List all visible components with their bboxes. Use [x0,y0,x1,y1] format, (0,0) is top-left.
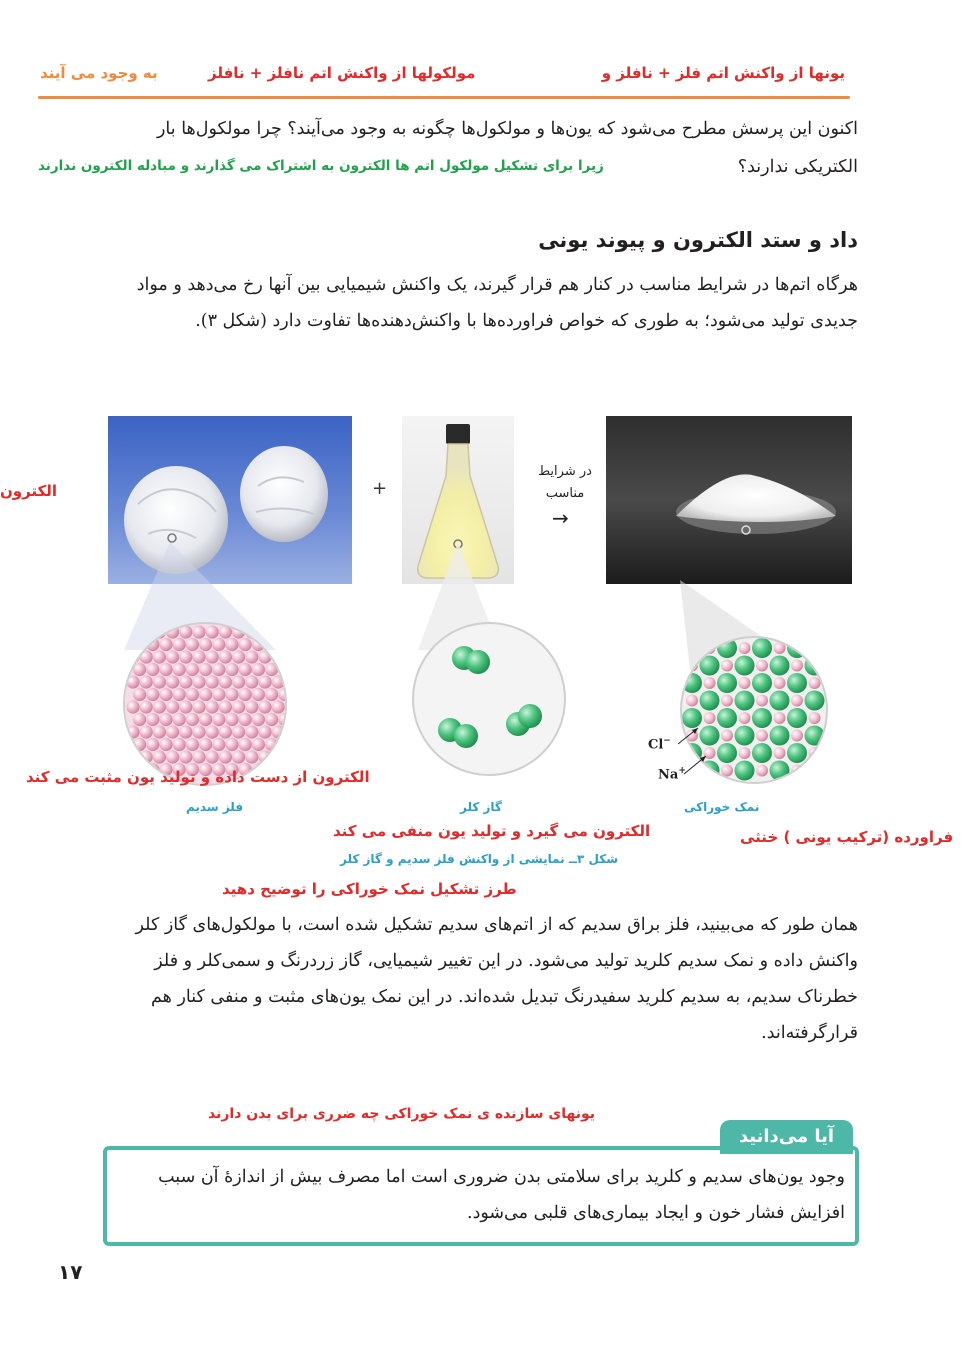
sodium-ion [721,765,733,777]
sodium-atom [186,688,199,701]
intro-line-2: الکتریکی ندارند؟ [737,157,858,177]
ion-pointer-lines [670,722,720,782]
sodium-atom [173,638,186,651]
sodium-ion [756,660,768,672]
paragraph2-line-1: همان طور که می‌بینید، فلز براق سدیم که از اتم‌های سدیم تشکیل شده است، با مولکول‌های گاز کلر [135,915,858,935]
sodium-atom [140,650,153,663]
sodium-ion [704,677,716,689]
electron-note-left: الکترون [0,482,58,500]
chloride-ion [752,673,772,693]
sodium-atom [179,625,192,638]
sodium-electron-note: الکترون از دست داده و تولید یون مثبت می کند [26,768,370,786]
sodium-atom [245,650,258,663]
sodium-atom [140,750,153,763]
sodium-ion [791,730,803,742]
sodium-atom [153,700,166,713]
top-note-formed: به وجود می آیند [40,64,158,82]
header-rule [38,96,850,99]
sodium-ion [774,747,786,759]
sodium-atom [212,713,225,726]
sodium-atom [245,725,258,738]
sodium-atom [186,663,199,676]
sodium-atom [166,675,179,688]
sodium-atom [159,688,172,701]
sodium-ion [774,642,786,654]
sodium-atom [245,675,258,688]
sodium-atom [232,725,245,738]
sodium-atom [206,700,219,713]
sodium-atom [126,675,139,688]
chloride-ion [717,708,737,728]
condition-line-1: در شرایط [538,464,592,479]
sodium-atom [239,713,252,726]
cl2-molecule [452,646,490,674]
sodium-atom [265,663,278,676]
sodium-atom [206,625,219,638]
sodium-atom [252,663,265,676]
sodium-atom [133,688,146,701]
chloride-ion [735,691,755,711]
cl2-molecule [438,718,478,748]
ion-na-charge: + [678,766,686,776]
sodium-atom [239,638,252,651]
sodium-atom [212,663,225,676]
sodium-atom [153,750,166,763]
section-heading: داد و ستد الکترون و پیوند یونی [538,228,858,252]
chloride-ion [805,691,825,711]
reaction-arrow: → [552,506,569,530]
page-number: ۱۷ [58,1260,83,1284]
chloride-ion [805,761,825,781]
sodium-ion [721,660,733,672]
sodium-atom [239,663,252,676]
sodium-atom [173,663,186,676]
ion-cl-charge: − [663,736,671,746]
intro-line-1: اکنون این پرسش مطرح می‌شود که یون‌ها و مولکول‌ها چگونه به وجود می‌آیند؟ چرا مولکول‌ها بار [156,119,858,139]
sodium-ion [739,677,751,689]
sodium-atom [179,650,192,663]
sodium-atom [166,725,179,738]
sodium-atom [166,650,179,663]
sodium-atom [146,738,159,751]
sodium-atom [153,725,166,738]
sodium-atom [219,650,232,663]
paragraph2-line-4: قرارگرفته‌اند. [761,1023,858,1043]
sodium-ion [721,730,733,742]
sodium-atom [126,700,139,713]
sodium-atom [272,700,285,713]
sodium-atom [159,638,172,651]
sodium-atom [199,663,212,676]
sodium-atom [245,700,258,713]
chloride-ion [752,638,772,658]
chloride-ion [770,691,790,711]
sodium-ion [791,660,803,672]
sodium-ion [739,712,751,724]
sodium-atom [265,738,278,751]
chloride-ion [735,761,755,781]
top-note-ions: یونها از واکنش اتم فلز + نافلز و [601,64,845,82]
chloride-ion [717,743,737,763]
sodium-atom [179,675,192,688]
sodium-atom [265,688,278,701]
ion-label-cl [648,736,671,752]
label-chlorine-gas: گاز کلر [460,800,502,814]
sodium-ion [774,677,786,689]
chloride-ion [770,726,790,746]
sodium-atom [199,738,212,751]
sodium-atom [186,713,199,726]
sodium-atom [206,650,219,663]
sodium-atom [278,738,285,751]
sodium-atom [192,650,205,663]
sodium-atom [159,738,172,751]
sodium-atom [133,663,146,676]
sodium-atom [212,638,225,651]
sodium-atom [272,750,285,763]
chloride-ion [787,708,807,728]
section-para-line-2: جدیدی تولید می‌شود؛ به طوری که خواص فراورده‌ها با واکنش‌دهنده‌ها تفاوت دارد (شکل ۳). [195,311,858,331]
sodium-atom [225,713,238,726]
sodium-atom [212,688,225,701]
sodium-ion [756,765,768,777]
sodium-ion [809,747,821,759]
sodium-atom [232,700,245,713]
sodium-atom [225,688,238,701]
sodium-atom [186,738,199,751]
sodium-atom [219,675,232,688]
sodium-atom [159,663,172,676]
sodium-atom [272,675,285,688]
chloride-ion [805,726,825,746]
sodium-atom [186,638,199,651]
sodium-atom [173,738,186,751]
sodium-atom [265,713,278,726]
box-question-note: یونهای سازنده ی نمک خوراکی چه ضرری برای بدن دارند [208,1106,596,1122]
sodium-atom [159,713,172,726]
sodium-ion [791,695,803,707]
did-you-know-tab: آیا می‌دانید [720,1120,853,1154]
sodium-atom [173,713,186,726]
sodium-atom [173,688,186,701]
sodium-ion [809,677,821,689]
sodium-ion [721,695,733,707]
sodium-atom [258,675,271,688]
paragraph2-line-2: واکنش داده و نمک سدیم کلرید تولید می‌شود. در این تغییر شیمیایی، گاز زردرنگ و سمی‌کلر و فلز [154,951,858,971]
sodium-lattice-zoom [123,622,287,786]
sodium-atom [126,750,139,763]
chlorine-electron-note: الکترون می گیرد و تولید یون منفی می کند [333,822,651,840]
sodium-atom [146,713,159,726]
sodium-atom [192,675,205,688]
sodium-ion [791,765,803,777]
sodium-atom [192,725,205,738]
sodium-atom [225,638,238,651]
sodium-atom [219,625,232,638]
paragraph2-line-3: خطرناک سدیم، به سدیم کلرید سفیدرنگ تبدیل شده‌اند. در این نمک یون‌های مثبت و منفی کنار هم [151,987,858,1007]
sodium-atom [219,725,232,738]
sodium-atom [206,750,219,763]
did-you-know-line-2: افزایش فشار خون و ایجاد بیماری‌های قلبی می‌شود. [467,1203,845,1223]
chloride-ion [752,743,772,763]
chloride-ion [735,656,755,676]
sodium-atom [232,750,245,763]
sodium-atom [272,725,285,738]
sodium-atom [258,750,271,763]
sodium-atom [239,738,252,751]
sodium-atom [126,725,139,738]
sodium-atom [245,750,258,763]
sodium-ion [774,712,786,724]
sodium-atom [206,675,219,688]
sodium-atom [153,675,166,688]
did-you-know-line-1: وجود یون‌های سدیم و کلرید برای سلامتی بدن ضروری است اما مصرف بیش از اندازۀ آن سبب [158,1167,845,1187]
sodium-atom [140,700,153,713]
sodium-atom [225,738,238,751]
sodium-atom [179,750,192,763]
sodium-atom [206,725,219,738]
chloride-ion [700,656,720,676]
ion-cl-symbol: Cl [648,737,664,753]
sodium-atom [199,713,212,726]
chloride-ion [717,673,737,693]
intro-answer: زیرا برای تشکیل مولکول اتم ها الکترون به اشتراک می گذارند و مبادله الکترون ندارند [38,158,604,174]
chloride-ion [752,708,772,728]
label-sodium-metal: فلز سدیم [186,800,244,814]
product-neutral-note: فراورده (ترکیب یونی ) خنثی [740,828,954,846]
sodium-atom [179,725,192,738]
cl2-molecule [506,704,542,736]
sodium-atom [232,675,245,688]
sodium-ion [739,747,751,759]
sodium-atom [133,713,146,726]
section-para-line-1: هرگاه اتم‌ها در شرایط مناسب در کنار هم قرار گیرند، یک واکنش شیمیایی بین آنها رخ می‌دهد و مواد [136,275,858,295]
sodium-ion [739,642,751,654]
sodium-ion [756,695,768,707]
sodium-ion [756,730,768,742]
sodium-atom [252,738,265,751]
sodium-atom [192,625,205,638]
sodium-atom [258,725,271,738]
sodium-atom [179,700,192,713]
sodium-atom [252,688,265,701]
sodium-atom [212,738,225,751]
figure-caption: شکل ۳ــ نمایشی از واکنش فلز سدیم و گاز کلر [340,852,619,866]
sodium-atom [239,688,252,701]
question-note: طرز تشکیل نمک خوراکی را توضیح دهید [222,880,517,898]
chloride-ion [787,673,807,693]
sodium-atom [258,700,271,713]
chloride-ion [700,691,720,711]
top-note-molecules: مولکولها از واکنش اتم نافلز + نافلز [208,64,476,82]
sodium-ion [686,695,698,707]
chloride-ion [770,656,790,676]
sodium-atom [199,688,212,701]
chloride-ion [787,743,807,763]
sodium-ion [809,712,821,724]
sodium-atom [146,663,159,676]
chlorine-molecules-zoom [412,622,566,776]
sodium-atom [140,675,153,688]
plus-sign: + [372,478,388,499]
sodium-atom [146,688,159,701]
sodium-atom [192,700,205,713]
sodium-atom [199,638,212,651]
chloride-ion [735,726,755,746]
sodium-atom [232,650,245,663]
chloride-ion [770,761,790,781]
sodium-atom [219,750,232,763]
sodium-atom [140,725,153,738]
sodium-atom [166,700,179,713]
sodium-atom [219,700,232,713]
sodium-atom [252,713,265,726]
sodium-atom [153,650,166,663]
label-table-salt: نمک خوراکی [684,800,760,814]
sodium-atom [225,663,238,676]
sodium-atom [166,750,179,763]
condition-line-2: مناسب [545,486,585,501]
sodium-atom [192,750,205,763]
ion-na-symbol: Na [658,767,679,783]
sodium-atom [133,738,146,751]
